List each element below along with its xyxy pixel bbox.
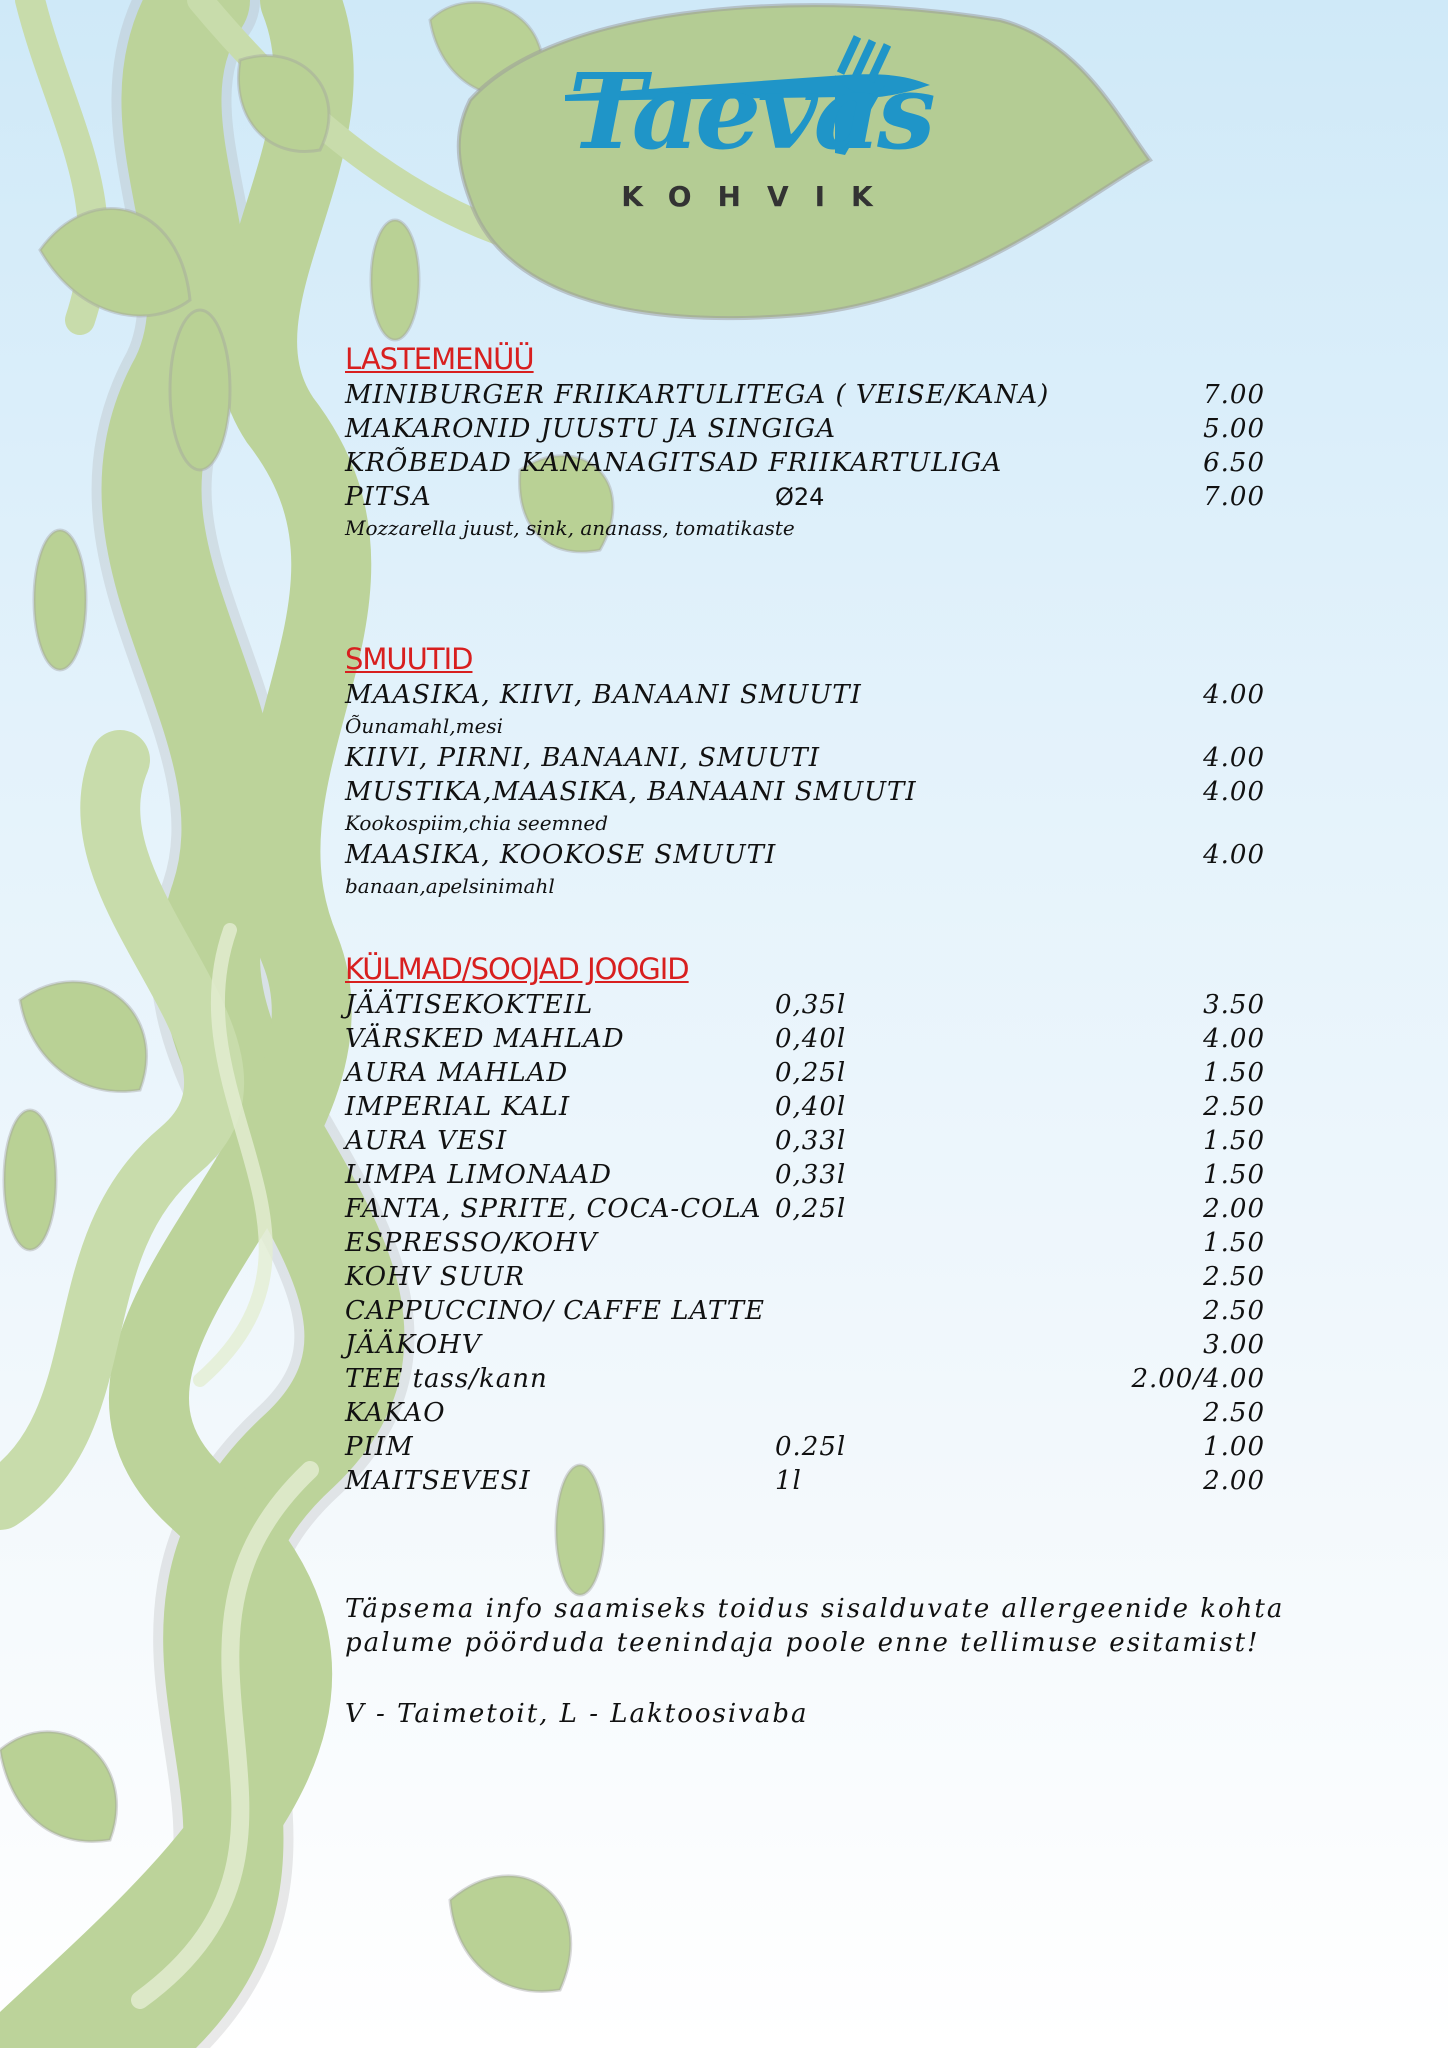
item-name: KAKAO xyxy=(345,1398,446,1428)
menu-item xyxy=(345,838,1265,872)
item-name: JÄÄTISEKOKTEIL xyxy=(345,990,594,1020)
item-price: 1.50 xyxy=(1203,1160,1265,1190)
item-price: 2.00 xyxy=(1203,1194,1265,1224)
item-name: MAASIKA, KOOKOSE SMUUTI xyxy=(345,840,777,870)
item-name: AURA MAHLAD xyxy=(345,1058,569,1088)
item-name: AURA VESI xyxy=(345,1126,508,1156)
item-price: 4.00 xyxy=(1203,840,1265,870)
section-title: KÜLMAD/SOOJAD JOOGID xyxy=(345,952,689,986)
menu-item xyxy=(345,988,1265,1022)
item-price: 7.00 xyxy=(1203,482,1265,512)
logo-wordmark: Taevas xyxy=(568,50,932,173)
item-price: 5.00 xyxy=(1203,414,1265,444)
item-price: 2.00 xyxy=(1203,1466,1265,1496)
menu-item xyxy=(345,775,1265,809)
item-volume: 0,35l xyxy=(775,990,847,1020)
item-price: 4.00 xyxy=(1203,1024,1265,1054)
menu-item xyxy=(345,1158,1265,1192)
item-price: 4.00 xyxy=(1203,680,1265,710)
menu-item xyxy=(345,1430,1265,1464)
menu-item xyxy=(345,1124,1265,1158)
item-price: 4.00 xyxy=(1203,777,1265,807)
item-name: KRÕBEDAD KANANAGITSAD FRIIKARTULIGA xyxy=(345,448,1003,478)
logo-subtitle: KOHVIK xyxy=(621,180,899,213)
item-volume: 1l xyxy=(775,1466,802,1496)
menu-item xyxy=(345,1464,1265,1498)
item-price: 2.50 xyxy=(1203,1262,1265,1292)
item-volume: 0,25l xyxy=(775,1194,847,1224)
item-price: 7.00 xyxy=(1203,380,1265,410)
menu-item xyxy=(345,1328,1265,1362)
item-name: VÄRSKED MAHLAD xyxy=(345,1024,625,1054)
item-volume: 0,25l xyxy=(775,1058,847,1088)
section-title: SMUUTID xyxy=(345,642,473,676)
item-name: MAKARONID JUUSTU JA SINGIGA xyxy=(345,414,837,444)
section-title: LASTEMENÜÜ xyxy=(345,342,534,376)
item-description: Mozzarella juust, sink, ananass, tomatikaste xyxy=(345,516,795,540)
item-name: MAITSEVESI xyxy=(345,1466,531,1496)
menu-item xyxy=(345,1294,1265,1328)
menu-item xyxy=(345,378,1265,412)
item-description: Kookospiim,chia seemned xyxy=(345,811,609,835)
item-volume: 0.25l xyxy=(775,1432,847,1462)
item-name: FANTA, SPRITE, COCA-COLA xyxy=(345,1194,762,1224)
item-volume: 0,33l xyxy=(775,1160,847,1190)
item-price: 1.50 xyxy=(1203,1228,1265,1258)
item-name: KIIVI, PIRNI, BANAANI, SMUUTI xyxy=(345,743,821,773)
item-volume: 0,40l xyxy=(775,1024,847,1054)
item-volume: 0,33l xyxy=(775,1126,847,1156)
menu-item xyxy=(345,678,1265,712)
item-name: ESPRESSO/KOHV xyxy=(345,1228,598,1258)
item-name: PIIM xyxy=(345,1432,414,1462)
menu-item xyxy=(345,1396,1265,1430)
item-price: 1.50 xyxy=(1203,1058,1265,1088)
item-size: Ø24 xyxy=(775,483,825,511)
item-name: MUSTIKA,MAASIKA, BANAANI SMUUTI xyxy=(345,777,917,807)
menu-item xyxy=(345,741,1265,775)
menu-item xyxy=(345,1022,1265,1056)
allergen-note-line: palume pöörduda teenindaja poole enne tellimuse esitamist! xyxy=(345,1628,1260,1658)
menu-content xyxy=(345,340,1265,1498)
item-name: IMPERIAL KALI xyxy=(345,1092,571,1122)
section-smoothies xyxy=(345,640,1265,901)
item-price: 2.50 xyxy=(1203,1296,1265,1326)
menu-item xyxy=(345,1090,1265,1124)
item-price: 6.50 xyxy=(1203,448,1265,478)
item-price: 2.50 xyxy=(1203,1092,1265,1122)
menu-item xyxy=(345,1192,1265,1226)
item-name: MINIBURGER FRIIKARTULITEGA ( VEISE/KANA) xyxy=(345,380,1050,410)
item-price: 3.50 xyxy=(1203,990,1265,1020)
item-name: PITSA xyxy=(345,482,432,512)
menu-item xyxy=(345,412,1265,446)
item-price: 4.00 xyxy=(1203,743,1265,773)
menu-item xyxy=(345,446,1265,480)
item-name: LIMPA LIMONAAD xyxy=(345,1160,612,1190)
menu-item xyxy=(345,1260,1265,1294)
item-description: Õunamahl,mesi xyxy=(345,714,504,738)
item-name: CAPPUCCINO/ CAFFE LATTE xyxy=(345,1296,766,1326)
item-price: 1.00 xyxy=(1203,1432,1265,1462)
section-kids-menu xyxy=(345,340,1265,543)
item-price: 1.50 xyxy=(1203,1126,1265,1156)
allergen-note xyxy=(345,1592,1305,1660)
item-price: 2.50 xyxy=(1203,1398,1265,1428)
item-description: banaan,apelsinimahl xyxy=(345,874,555,898)
menu-item xyxy=(345,1056,1265,1090)
menu-item xyxy=(345,1362,1265,1396)
diet-legend: V - Taimetoit, L - Laktoosivaba xyxy=(345,1699,809,1729)
menu-item xyxy=(345,1226,1265,1260)
section-drinks xyxy=(345,950,1265,1498)
item-name: TEE tass/kann xyxy=(345,1364,548,1394)
item-name: KOHV SUUR xyxy=(345,1262,525,1292)
item-price: 2.00/4.00 xyxy=(1131,1364,1265,1394)
item-name: JÄÄKOHV xyxy=(345,1330,482,1360)
allergen-note-line: Täpsema info saamiseks toidus sisalduvate allergeenide kohta xyxy=(345,1594,1285,1624)
item-price: 3.00 xyxy=(1203,1330,1265,1360)
item-name: MAASIKA, KIIVI, BANAANI SMUUTI xyxy=(345,680,862,710)
item-volume: 0,40l xyxy=(775,1092,847,1122)
menu-item xyxy=(345,480,1265,514)
